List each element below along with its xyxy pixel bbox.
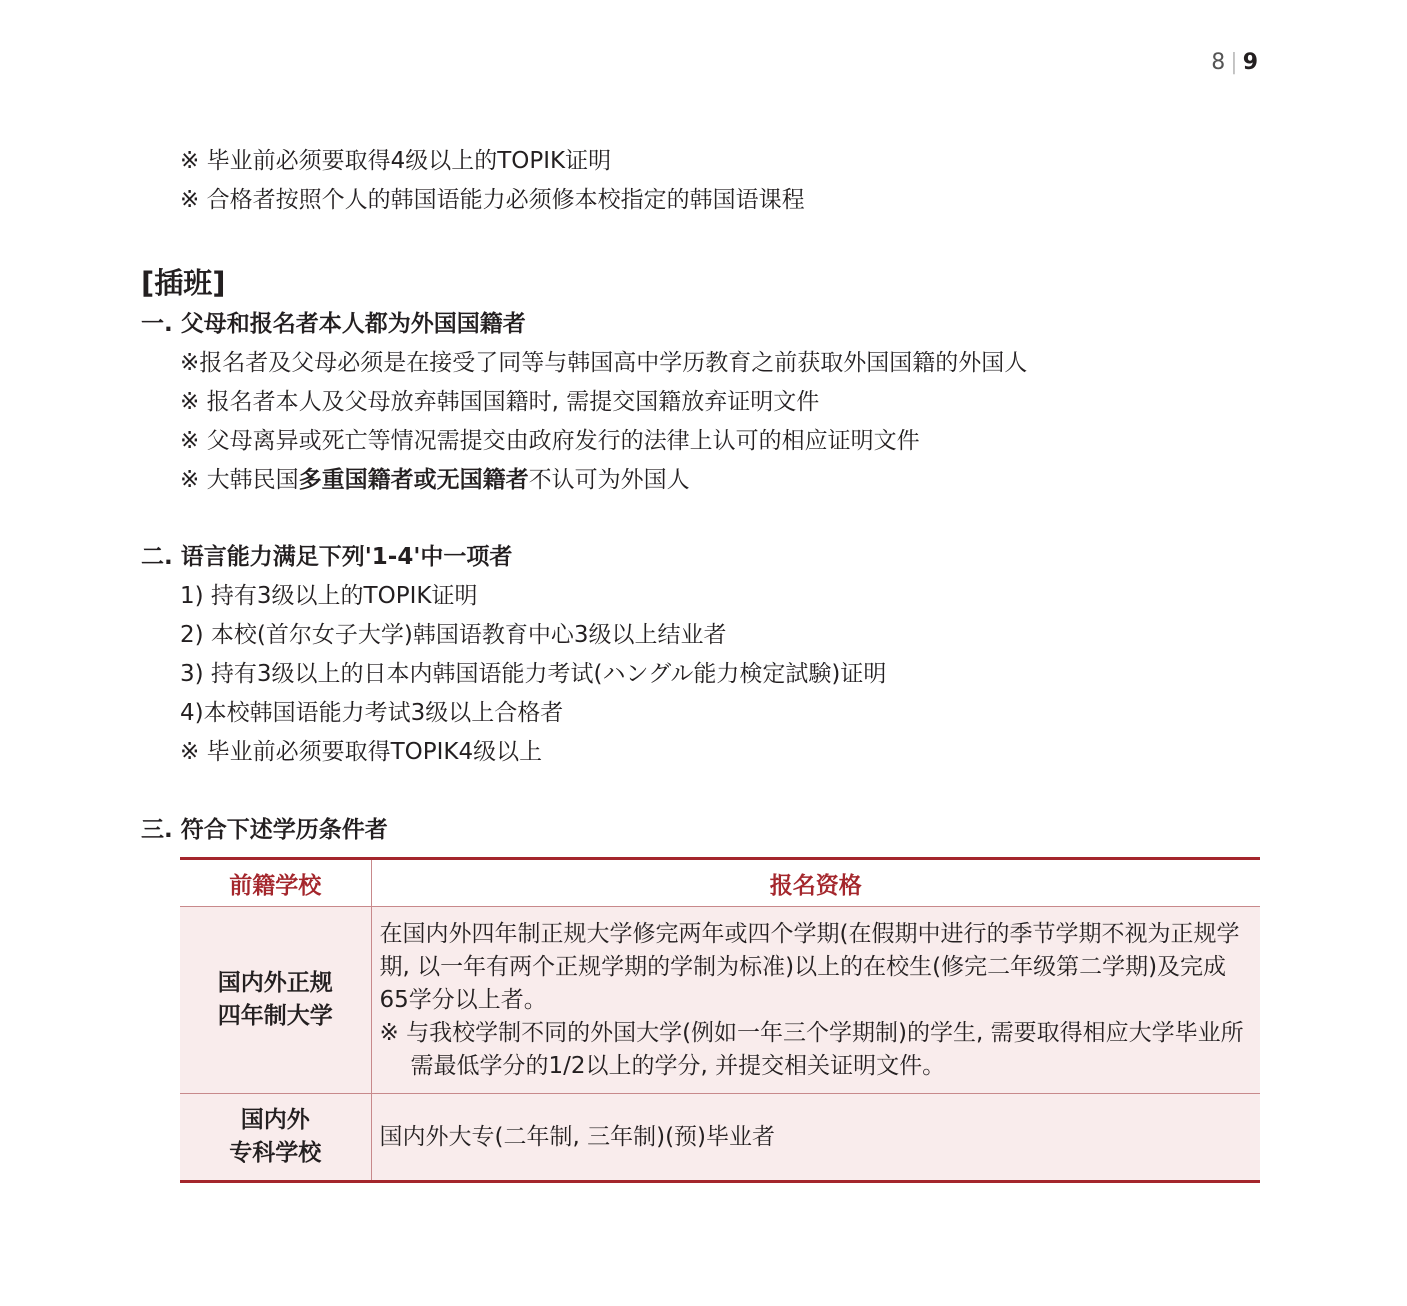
document-body <box>141 142 1261 850</box>
qualification-text: 国内外大专(二年制, 三年制)(预)毕业者 <box>379 1123 776 1150</box>
section2-item: 2) 本校(首尔女子大学)韩国语教育中心3级以上结业者 <box>180 622 727 648</box>
top-note: ※ 毕业前必须要取得4级以上的TOPIK证明 <box>180 148 612 174</box>
section-heading: [插班] <box>141 266 226 300</box>
section3-title: 三. 符合下述学历条件者 <box>141 817 388 843</box>
table-header-qualification: 报名资格 <box>371 859 1260 907</box>
qualification-note: ※ 与我校学制不同的外国大学(例如一年三个学期制)的学生, 需要取得相应大学毕业所需最低学分的1/2以上的学分, 并提交相关证明文件。 <box>379 1019 1244 1079</box>
qualification-text: 在国内外四年制正规大学修完两年或四个学期(在假期中进行的季节学期不视为正规学期, 以一年有两个正规学期的学制为标准)以上的在校生(修完二年级第二学期)及完成65学分以上者。 <box>379 920 1240 1013</box>
table-cell-qualification <box>371 907 1260 1094</box>
section2-item: ※ 毕业前必须要取得TOPIK4级以上 <box>180 739 543 765</box>
page-number-prev: 8 <box>1211 50 1227 75</box>
section1-item-prefix: ※ 大韩民国 <box>180 467 299 493</box>
section1-item: ※ 报名者本人及父母放弃韩国国籍时, 需提交国籍放弃证明文件 <box>180 389 820 415</box>
table-cell-school <box>180 907 371 1094</box>
section1-item-bold: 多重国籍者或无国籍者 <box>298 467 529 493</box>
section1-item: ※ 父母离异或死亡等情况需提交由政府发行的法律上认可的相应证明文件 <box>180 428 920 454</box>
section1-item <box>141 461 1261 500</box>
table-row <box>180 1094 1260 1182</box>
page-number <box>1211 50 1259 75</box>
requirements-table <box>180 857 1260 1183</box>
table-header-row <box>180 859 1260 907</box>
table-row <box>180 907 1260 1094</box>
table-cell-school <box>180 1094 371 1182</box>
section1-item-suffix: 不认可为外国人 <box>528 467 690 493</box>
table-cell-qualification <box>371 1094 1260 1182</box>
section2-item: 1) 持有3级以上的TOPIK证明 <box>180 583 478 609</box>
page-number-separator: | <box>1230 50 1239 75</box>
section2-item: 3) 持有3级以上的日本内韩国语能力考试(ハングル能力検定試験)证明 <box>180 661 887 687</box>
section1-title: 一. 父母和报名者本人都为外国国籍者 <box>141 311 526 337</box>
top-note: ※ 合格者按照个人的韩国语能力必须修本校指定的韩国语课程 <box>180 187 805 213</box>
page-number-current: 9 <box>1242 50 1259 75</box>
table-header-school: 前籍学校 <box>180 859 371 907</box>
section2-item: 4)本校韩国语能力考试3级以上合格者 <box>180 700 564 726</box>
section2-title: 二. 语言能力满足下列'1-4'中一项者 <box>141 544 513 570</box>
school-name-line: 专科学校 <box>229 1140 322 1166</box>
section1-item: ※报名者及父母必须是在接受了同等与韩国高中学历教育之前获取外国国籍的外国人 <box>180 350 1028 376</box>
school-name-line: 国内外正规 <box>217 970 333 996</box>
school-name-line: 国内外 <box>240 1107 310 1133</box>
school-name-line: 四年制大学 <box>217 1003 333 1029</box>
